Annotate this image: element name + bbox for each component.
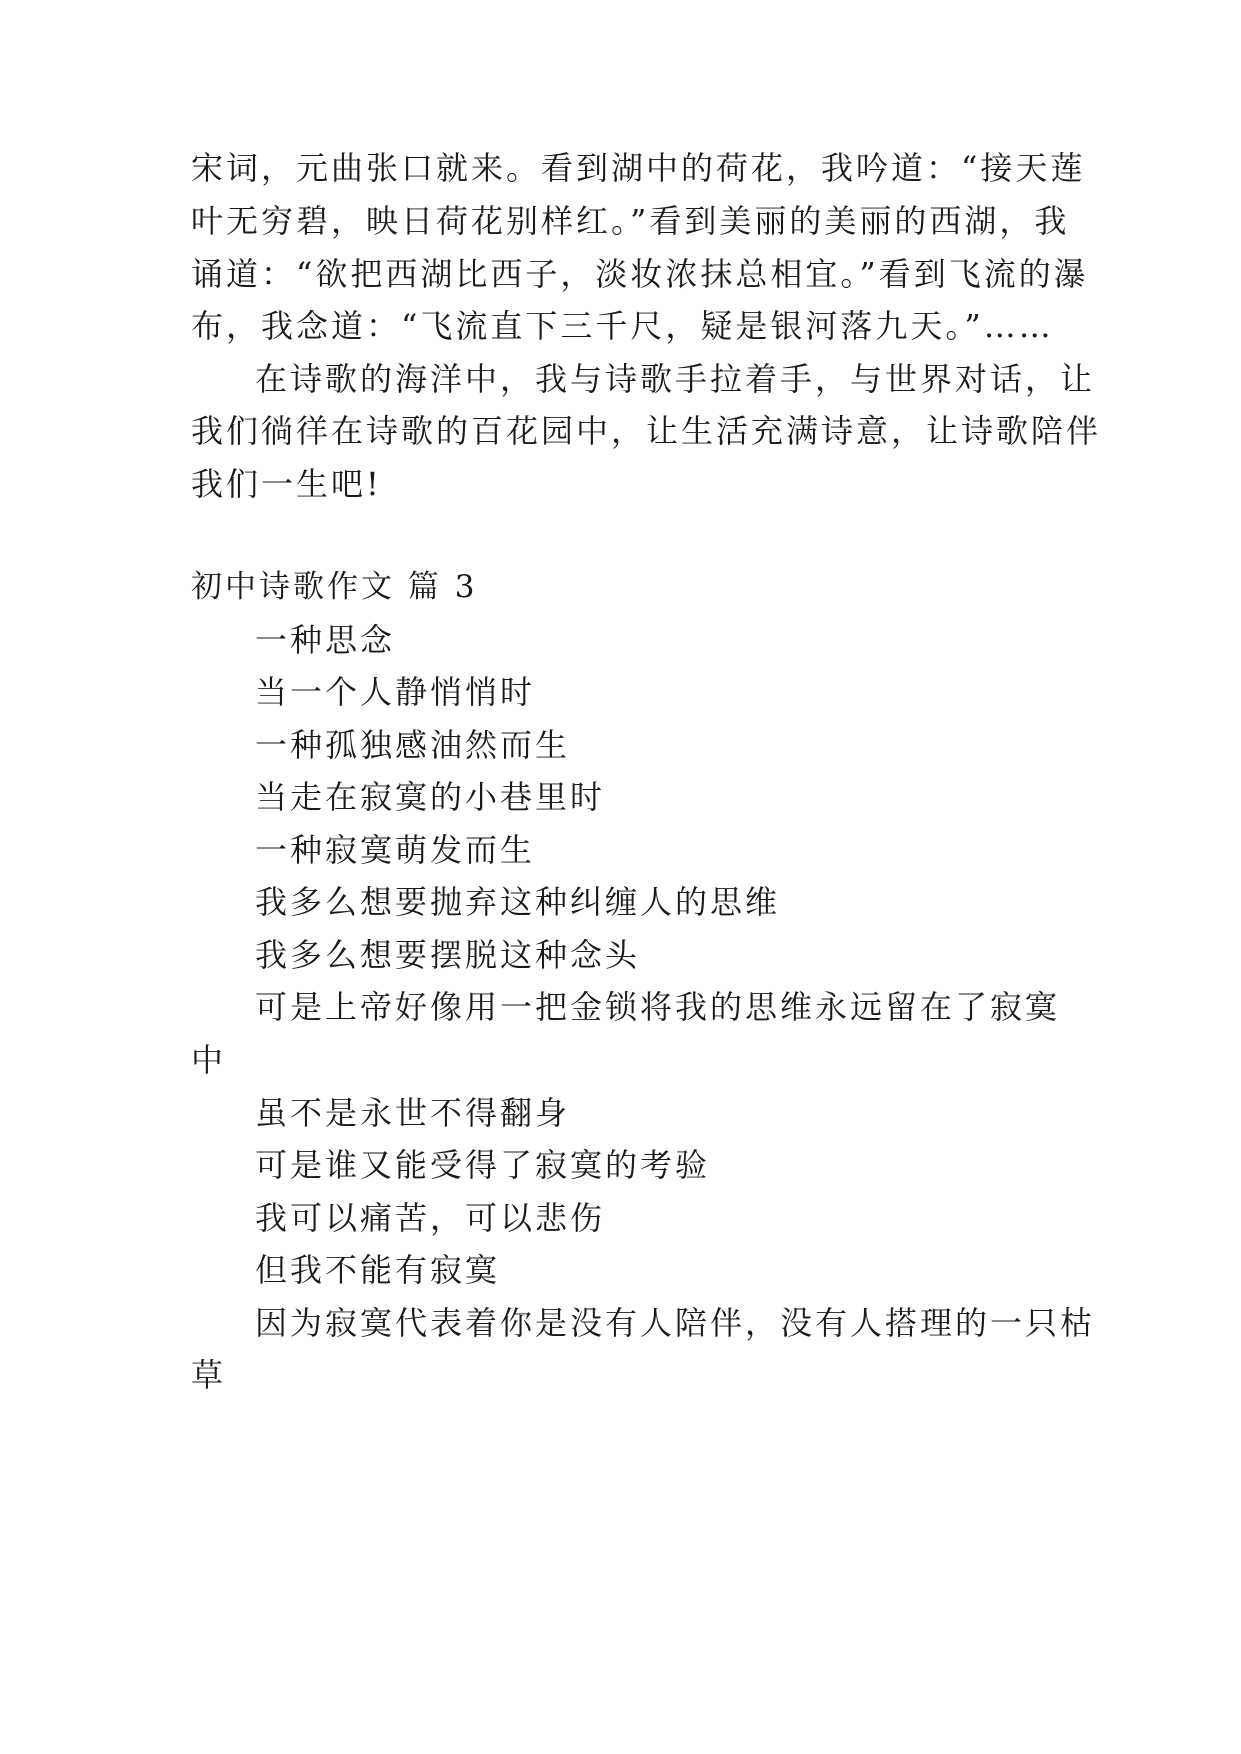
poem-line-5: 一种寂寞萌发而生 bbox=[255, 831, 536, 869]
poem-line-1: 一种思念 bbox=[255, 621, 396, 659]
paragraph-1-line-4: 布，我念道：“飞流直下三千尺，疑是银河落九天。”…… bbox=[191, 307, 1054, 345]
poem-line-2: 当一个人静悄悄时 bbox=[255, 673, 536, 711]
poem-line-7: 我多么想要摆脱这种念头 bbox=[255, 936, 641, 974]
poem-line-8: 可是上帝好像用一把金锁将我的思维永远留在了寂寞 bbox=[255, 988, 1061, 1026]
paragraph-1-line-3: 诵道：“欲把西湖比西子，淡妆浓抹总相宜。”看到飞流的瀑 bbox=[191, 255, 1089, 293]
poem-line-15: 草 bbox=[191, 1356, 227, 1394]
section-title: 初中诗歌作文 篇 3 bbox=[191, 569, 478, 605]
poem-line-10: 虽不是永世不得翻身 bbox=[255, 1094, 571, 1132]
paragraph-2-line-3: 我们一生吧! bbox=[191, 465, 382, 503]
document-page bbox=[191, 0, 1102, 1754]
poem-line-11: 可是谁又能受得了寂寞的考验 bbox=[255, 1146, 711, 1184]
poem-line-14: 因为寂寞代表着你是没有人陪伴，没有人搭理的一只枯 bbox=[255, 1304, 1096, 1342]
poem-line-4: 当走在寂寞的小巷里时 bbox=[255, 778, 606, 816]
paragraph-2-line-2: 我们徜徉在诗歌的百花园中，让生活充满诗意，让诗歌陪伴 bbox=[191, 412, 1102, 450]
paragraph-1-line-1: 宋词，元曲张口就来。看到湖中的荷花，我吟道：“接天莲 bbox=[191, 149, 1086, 187]
paragraph-1-line-2: 叶无穷碧，映日荷花别样红。”看到美丽的美丽的西湖，我 bbox=[191, 202, 1070, 240]
poem-line-13: 但我不能有寂寞 bbox=[255, 1251, 501, 1289]
poem-line-12: 我可以痛苦，可以悲伤 bbox=[255, 1199, 606, 1237]
paragraph-2-line-1: 在诗歌的海洋中，我与诗歌手拉着手，与世界对话，让 bbox=[255, 360, 1096, 398]
poem-line-6: 我多么想要抛弃这种纠缠人的思维 bbox=[255, 883, 781, 921]
poem-line-3: 一种孤独感油然而生 bbox=[255, 726, 571, 764]
poem-line-9: 中 bbox=[191, 1041, 227, 1079]
